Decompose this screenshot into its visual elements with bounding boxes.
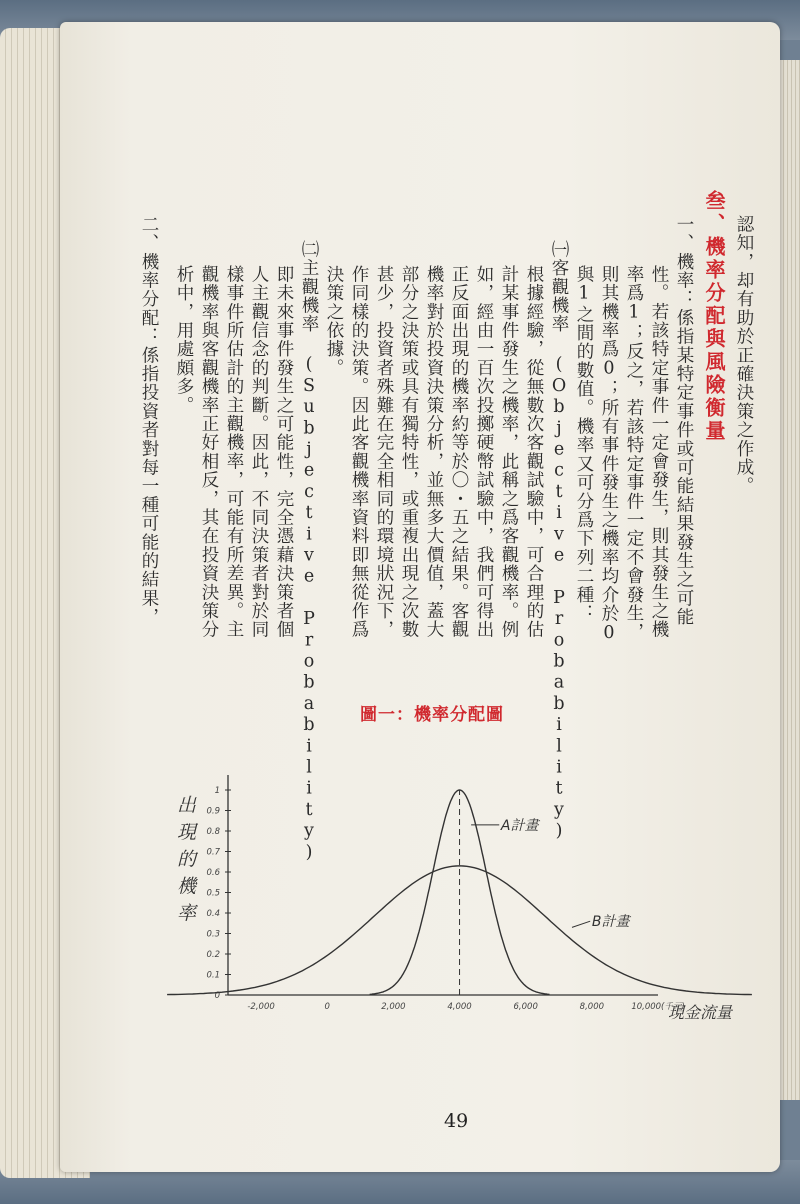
figure-y-axis-label: 出現的機率 bbox=[174, 795, 196, 930]
text-column: 析中，用處頗多。 bbox=[174, 265, 194, 415]
text-column: 性。若該特定事件一定會發生，則其發生之機 bbox=[649, 265, 669, 639]
y-tick-label: 0.3 bbox=[206, 929, 220, 940]
text-column: ㈠客觀機率 (Objective Probability) bbox=[549, 240, 569, 843]
text-column: 人主觀信念的判斷。因此，不同決策者對於同 bbox=[249, 265, 269, 639]
y-tick-label: 0.7 bbox=[206, 847, 220, 858]
probability-distribution-chart bbox=[190, 760, 685, 1030]
y-tick-label: 0.4 bbox=[206, 909, 220, 919]
label-pointer-b bbox=[572, 921, 590, 927]
text-column: 正反面出現的機率約等於〇・五之結果。客觀 bbox=[449, 265, 469, 639]
text-column: 樣事件所估計的主觀機率，可能有所差異。主 bbox=[224, 265, 244, 639]
y-tick-label: 0.2 bbox=[206, 950, 220, 960]
y-tick-label: 0.9 bbox=[206, 806, 220, 817]
text-column: 率爲1；反之，若該特定事件一定不會發生， bbox=[624, 265, 644, 642]
section-heading: 叁、機率分配與風險衡量 bbox=[702, 190, 726, 443]
text-column: 機率對於投資決策分析，並無多大價值，蓋大 bbox=[424, 265, 444, 639]
x-tick-label: 10,000(千元) bbox=[631, 1002, 685, 1012]
curve-label-a: A計畫 bbox=[500, 817, 539, 834]
text-column: 二、機率分配：係指投資者對每一種可能的結果， bbox=[139, 215, 159, 627]
text-column: 根據經驗，從無數次客觀試驗中，可合理的估 bbox=[524, 265, 544, 639]
x-tick-label: 2,000 bbox=[381, 1002, 406, 1012]
curve-label-b: B計畫 bbox=[591, 914, 630, 931]
figure-title: 圖一：機率分配圖 bbox=[360, 705, 504, 725]
y-tick-label: 1 bbox=[214, 786, 220, 796]
y-tick-label: 0 bbox=[214, 991, 220, 1001]
text-column: 認知，却有助於正確決策之作成。 bbox=[734, 215, 754, 496]
text-column: 即未來事件發生之可能性，完全憑藉決策者個 bbox=[274, 265, 294, 639]
x-tick-label: 0 bbox=[324, 1002, 330, 1012]
text-column: 計某事件發生之機率，此稱之爲客觀機率。例 bbox=[499, 265, 519, 639]
y-tick-label: 0.8 bbox=[206, 827, 220, 837]
text-column: ㈡主觀機率 (Subjective Probability) bbox=[299, 240, 319, 864]
x-tick-label: 4,000 bbox=[447, 1002, 472, 1012]
y-tick-label: 0.6 bbox=[206, 868, 220, 878]
figure-x-axis-label: 現金流量 bbox=[668, 1003, 733, 1022]
y-tick-label: 0.1 bbox=[206, 970, 220, 981]
text-column: 決策之依據。 bbox=[324, 265, 344, 378]
text-column: 部分之決策或具有獨特性，或重複出現之次數 bbox=[399, 265, 419, 639]
text-column: 如，經由一百次投擲硬幣試驗中，我們可得出 bbox=[474, 265, 494, 639]
text-column: 一、機率：係指某特定事件或可能結果發生之可能 bbox=[674, 215, 694, 627]
text-column: 作同樣的決策。因此客觀機率資料即無從作爲 bbox=[349, 265, 369, 639]
page-number: 49 bbox=[444, 1110, 469, 1132]
x-tick-label: 8,000 bbox=[579, 1002, 605, 1012]
x-tick-label: 6,000 bbox=[513, 1002, 538, 1012]
y-tick-label: 0.5 bbox=[206, 888, 220, 899]
text-column: 甚少，投資者殊難在完全相同的環境狀況下， bbox=[374, 265, 394, 639]
text-column: 與1之間的數值。機率又可分爲下列二種： bbox=[574, 265, 594, 623]
x-tick-label: -2,000 bbox=[247, 1002, 275, 1012]
text-column: 則其機率爲0；所有事件發生之機率均介於0 bbox=[599, 265, 619, 644]
text-column: 觀機率與客觀機率正好相反，其在投資決策分 bbox=[199, 265, 219, 639]
